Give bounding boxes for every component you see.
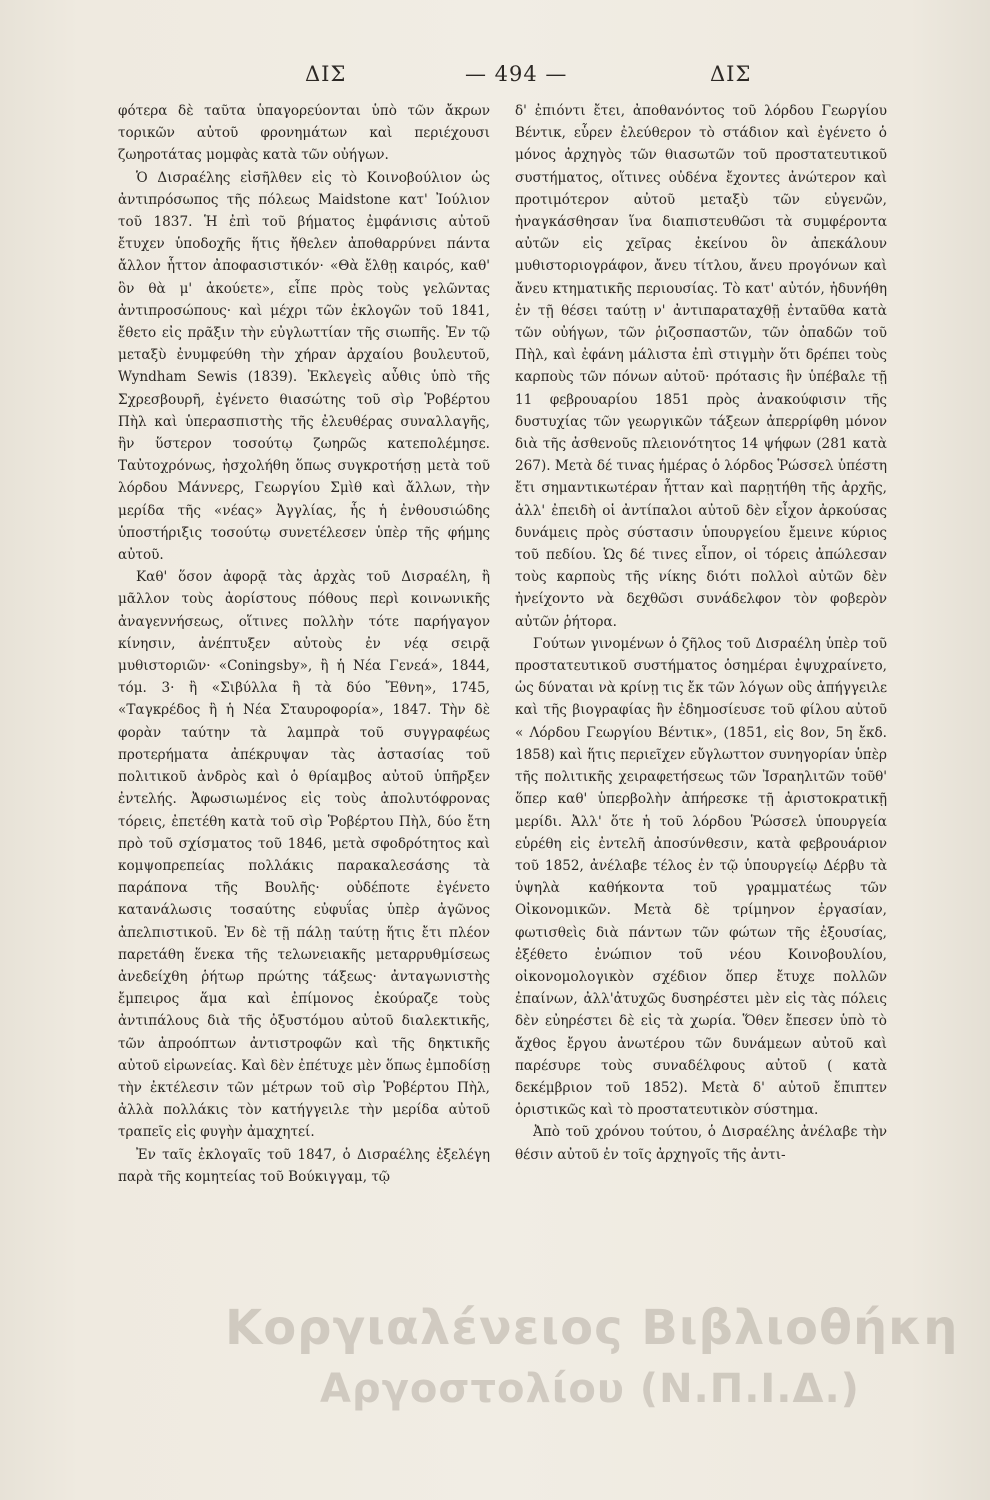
library-watermark-line-2: Αργοστολίου (Ν.Π.Ι.Δ.) xyxy=(320,1366,860,1412)
page-number: — 494 — xyxy=(465,62,568,86)
paragraph: Ἀπὸ τοῦ χρόνου τούτου, ὁ Δισραέλης ἀνέλαβε τὴν θέσιν αὐτοῦ ἐν τοῖς ἀρχηγοῖς τῆς ἀντι- xyxy=(515,1124,887,1163)
paragraph: φότερα δὲ ταῦτα ὑπαγορεύονται ὑπὸ τῶν ἄκρων τορικῶν αὐτοῦ φρονημάτων καὶ περιέχουσι ζωηροτάτας μομφὰς κατὰ τῶν οὐήγων. xyxy=(118,103,490,164)
paragraph: Καθ' ὅσον ἀφορᾷ τὰς ἀρχὰς τοῦ Δισραέλη, ἢ μᾶλλον τοὺς ἀορίστους πόθους περὶ κοινωνικῆς ἀναγεννήσεως, οἵτινες πολλὴν τότε παρήγαγον κίνησιν, ἀνέπτυξεν αὐτοὺς ἐν νέᾳ σειρᾷ μυθιστοριῶν· «Coningsby», ἢ ἡ Νέα Γενεά», 1844, τόμ. 3· ἢ «Σιβύλλα ἢ τὰ δύο Ἔθνη», 1745, «Ταγκρέδος ἢ ἡ Νέα Σταυροφορία», 1847. Τὴν δὲ φορὰν ταύτην τὰ λαμπρὰ τοῦ συγγραφέως προτερήματα ἀπέκρυψαν τὰς ἀστασίας τοῦ πολιτικοῦ ἀνδρὸς καὶ ὁ θρίαμβος αὐτοῦ ὑπῆρξεν ἐντελής. Ἀφωσιωμένος εἰς τοὺς ἀπολυτόφρονας τόρεις, ἐπετέθη κατὰ τοῦ σὶρ Ῥοβέρτου Πὴλ, δύο ἔτη πρὸ τοῦ σχίσματος τοῦ 1846, μετὰ σφοδρότητος καὶ κομψοπρεπείας πολλάκις παρακαλεσάσης τὰ παράπονα τῆς Βουλῆς· οὐδέποτε ἐγένετο κατανάλωσις τοσαύτης εὐφυΐας ὑπὲρ ἀγῶνος ἀπελπιστικοῦ. Ἐν δὲ τῇ πάλῃ ταύτῃ ἥτις ἔτι πλέον παρετάθη ἕνεκα τῆς τελωνειακῆς μεταρρυθμίσεως ἀνεδείχθη ῥήτωρ πρώτης τάξεως· ἀνταγωνιστὴς ἔμπειρος ἅμα καὶ ἐπίμονος ἐκούραζε τοὺς ἀντιπάλους διὰ τῆς ὀξυστόμου αὐτοῦ διαλεκτικῆς, τῶν ἀπροόπτων ἀντιστροφῶν καὶ τῆς δηκτικῆς αὐτοῦ εἰρωνείας. Καὶ δὲν ἐπέτυχε μὲν ὅπως ἐμποδίσῃ τὴν ἐκτέλεσιν τῶν μέτρων τοῦ σὶρ Ῥοβέρτου Πὴλ, ἀλλὰ πολλάκις τὸν κατήγγειλε τὴν μερίδα αὐτοῦ τραπεῖς εἰς φυγὴν ἀμαχητεί. xyxy=(118,569,490,1141)
paragraph: Ἐν ταῖς ἐκλογαῖς τοῦ 1847, ὁ Δισραέλης ἐξελέγη παρὰ τῆς κομητείας τοῦ Βούκιγγαμ, τῷ xyxy=(118,1146,490,1185)
right-column xyxy=(515,100,887,1166)
page-header xyxy=(110,62,865,98)
left-column xyxy=(118,100,490,1188)
header-right-entry: ΔΙΣ xyxy=(710,62,752,86)
header-left-entry: ΔΙΣ xyxy=(305,62,347,86)
library-watermark-line-1: Κοργιαλένειος Βιβλιοθήκη xyxy=(225,1300,959,1356)
paragraph: δ' ἐπιόντι ἔτει, ἀποθανόντος τοῦ λόρδου Γεωργίου Βέντικ, εὗρεν ἐλεύθερον τὸ στάδιον καὶ ἐγένετο ὁ μόνος ἀρχηγὸς τῶν θιασωτῶν τοῦ προστατευτικοῦ συστήματος, οἵτινες οὐδένα ἔχοντες ἀνώτερον καὶ προτιμότερον αὐτοῦ μεταξὺ τῶν εὐγενῶν, ἠναγκάσθησαν ἵνα διαπιστευθῶσι τὰ συμφέροντα αὐτῶν εἰς χεῖρας ἐκείνου ὃν ἀπεκάλουν μυθιστοριογράφον, ἄνευ τίτλου, ἄνευ προγόνων καὶ ἄνευ κτηματικῆς περιουσίας. Τὸ κατ' αὐτόν, ἠδυνήθη ἐν τῇ θέσει ταύτῃ ν' ἀντιπαραταχθῇ ἐνταῦθα κατὰ τῶν οὐήγων, τῶν ῥιζοσπαστῶν, τῶν ὀπαδῶν τοῦ Πὴλ, καὶ ἐφάνη μάλιστα ἐπὶ στιγμὴν ὅτι δρέπει τοὺς καρποὺς τῶν πόνων αὐτοῦ· πρότασις ἣν ὑπέβαλε τῇ 11 φεβρουαρίου 1851 πρὸς ἀνακούφισιν τῆς δυστυχίας τῶν γεωργικῶν τάξεων ἀπερρίφθη μόνον διὰ τῆς ἀσθενοῦς πλειονότητος 14 ψήφων (281 κατὰ 267). Μετὰ δέ τινας ἡμέρας ὁ λόρδος Ῥώσσελ ὑπέστη ἔτι σημαντικωτέραν ἧτταν καὶ παρῃτήθη τῆς ἀρχῆς, ἀλλ' ἐπειδὴ οἱ ἀντίπαλοι αὐτοῦ δὲν εἶχον ἀρκούσας δυνάμεις πρὸς σύστασιν ὑπουργείου ἔμεινε κύριος τοῦ πεδίου. Ὡς δέ τινες εἶπον, οἱ τόρεις ἀπώλεσαν τοὺς καρποὺς τῆς νίκης διότι πολλοὶ αὐτῶν δὲν ἠνείχοντο νὰ δεχθῶσι συνάδελφον τὸν φοβερὸν αὐτῶν ῥήτορα. xyxy=(515,103,887,630)
paragraph: Ὁ Δισραέλης εἰσῆλθεν εἰς τὸ Κοινοβούλιον ὡς ἀντιπρόσωπος τῆς πόλεως Maidstone κατ' Ἰούλιον τοῦ 1837. Ἡ ἐπὶ τοῦ βήματος ἐμφάνισις αὐτοῦ ἔτυχεν ὑποδοχῆς ἥτις ἤθελεν ἀποθαρρύνει πάντα ἄλλον ἧττον ἀποφασιστικόν· «Θὰ ἔλθῃ καιρός, καθ' ὃν θὰ μ' ἀκούετε», εἶπε πρὸς τοὺς γελῶντας ἀντιπροσώπους· καὶ μέχρι τῶν ἐκλογῶν τοῦ 1841, ἔθετο εἰς πρᾶξιν τὴν εὐγλωττίαν τῆς σιωπῆς. Ἐν τῷ μεταξὺ ἐνυμφεύθη τὴν χήραν ἀρχαίου βουλευτοῦ, Wyndham Sewis (1839). Ἐκλεγεὶς αὖθις ὑπὸ τῆς Σχρεσβουρῆ, ἐγένετο θιασώτης τοῦ σὶρ Ῥοβέρτου Πὴλ καὶ ὑπερασπιστὴς τῆς ἐλευθέρας συναλλαγῆς, ἣν ὕστερον τοσούτῳ ζωηρῶς κατεπολέμησε. Ταὐτοχρόνως, ἠσχολήθη ὅπως συγκροτήσῃ μετὰ τοῦ λόρδου Μάννερς, Γεωργίου Σμὶθ καὶ ἄλλων, τὴν μερίδα τῆς «νέας» Ἀγγλίας, ἧς ἡ ἐνθουσιώδης ὑποστήριξις τοσούτῳ συνετέλεσεν ὑπὲρ τῆς φήμης αὐτοῦ. xyxy=(118,169,490,564)
paragraph: Γούτων γινομένων ὁ ζῆλος τοῦ Δισραέλη ὑπὲρ τοῦ προστατευτικοῦ συστήματος ὁσημέραι ἐψυχραίνετο, ὡς δύναται νὰ κρίνῃ τις ἔκ τῶν λόγων οὓς ἀπήγγειλε καὶ τῆς βιογραφίας ἣν ἐδημοσίευσε τοῦ φίλου αὐτοῦ « Λόρδου Γεωργίου Βέντικ», (1851, εἰς 8ον, 5η ἔκδ. 1858) καὶ ἥτις περιεῖχεν εὔγλωττον συνηγορίαν ὑπὲρ τῆς πολιτικῆς χειραφετήσεως τῶν Ἰσραηλιτῶν τοῦθ' ὅπερ καθ' ὑπερβολὴν ἀπήρεσκε τῇ ἀριστοκρατικῇ μερίδι. Ἀλλ' ὅτε ἡ τοῦ λόρδου Ῥώσσελ ὑπουργεία εὑρέθη εἰς ἐντελῆ ἀποσύνθεσιν, κατὰ φεβρουάριον τοῦ 1852, ἀνέλαβε τέλος ἐν τῷ ὑπουργείῳ Δέρβυ τὰ ὑψηλὰ καθήκοντα τοῦ γραμματέως τῶν Οἰκονομικῶν. Μετὰ δὲ τρίμηνον ἐργασίαν, φωτισθεὶς διὰ πάντων τῶν φώτων τῆς ἐξουσίας, ἐξέθετο ἐνώπιον τοῦ νέου Κοινοβουλίου, οἰκονομολογικὸν σχέδιον ὅπερ ἔτυχε πολλῶν ἐπαίνων, ἀλλ'ἀτυχῶς δυσηρέστει μὲν εἰς τὰς πόλεις δὲν εὐηρέστει δὲ εἰς τὰ χωρία. Ὅθεν ἔπεσεν ὑπὸ τὸ ἄχθος ἔργου ἀνωτέρου τῶν δυνάμεων αὐτοῦ καὶ παρέσυρε τοὺς συναδέλφους αὐτοῦ ( κατὰ δεκέμβριον τοῦ 1852). Μετὰ δ' αὐτοῦ ἔπιπτεν ὁριστικῶς καὶ τὸ προστατευτικὸν σύστημα. xyxy=(515,635,887,1119)
